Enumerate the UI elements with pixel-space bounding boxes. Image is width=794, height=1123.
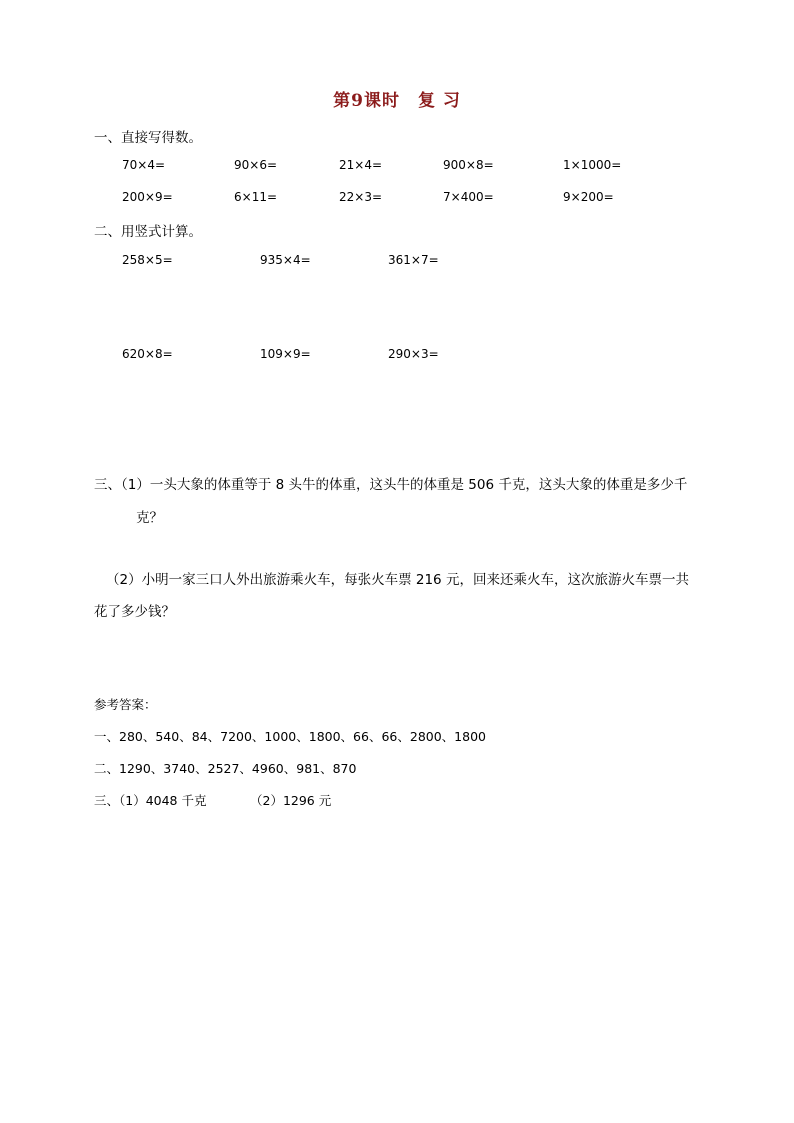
word-problem-1-line-1: 三、（1）一头大象的体重等于 8 头牛的体重，这头牛的体重是 506 千克，这头大象的体重是多少千 xyxy=(94,477,688,493)
mental-math-item: 6×11= xyxy=(234,190,278,204)
mental-math-item: 9×200= xyxy=(563,190,614,204)
answer-line-3-part-1: 三、（1）4048 千克 xyxy=(94,793,207,808)
word-problem-1-line-2: 克？ xyxy=(136,510,163,526)
mental-math-item: 200×9= xyxy=(122,190,173,204)
vertical-calc-item: 109×9= xyxy=(260,347,311,361)
mental-math-item: 21×4= xyxy=(339,158,383,172)
page-title: 第9课时 复 习 xyxy=(333,91,461,111)
vertical-calc-item: 620×8= xyxy=(122,347,173,361)
answer-line-3-part-2: （2）1296 元 xyxy=(250,793,332,808)
vertical-calc-item: 258×5= xyxy=(122,253,173,267)
mental-math-item: 1×1000= xyxy=(563,158,622,172)
vertical-calc-item: 290×3= xyxy=(388,347,439,361)
vertical-calc-item: 935×4= xyxy=(260,253,311,267)
mental-math-item: 90×6= xyxy=(234,158,278,172)
word-problem-2-line-2: 花了多少钱？ xyxy=(94,604,175,620)
answer-line-2: 二、1290、3740、2527、4960、981、870 xyxy=(94,761,357,776)
answer-line-1: 一、280、540、84、7200、1000、1800、66、66、2800、1800 xyxy=(94,729,486,744)
mental-math-item: 22×3= xyxy=(339,190,383,204)
word-problem-2-line-1: （2）小明一家三口人外出旅游乘火车，每张火车票 216 元，回来还乘火车，这次旅游火车票一共 xyxy=(106,572,689,588)
vertical-calc-item: 361×7= xyxy=(388,253,439,267)
mental-math-item: 900×8= xyxy=(443,158,494,172)
mental-math-item: 7×400= xyxy=(443,190,494,204)
answers-heading: 参考答案： xyxy=(94,697,157,712)
section-1-heading: 一、直接写得数。 xyxy=(94,130,202,146)
mental-math-item: 70×4= xyxy=(122,158,166,172)
section-2-heading: 二、用竖式计算。 xyxy=(94,224,202,240)
